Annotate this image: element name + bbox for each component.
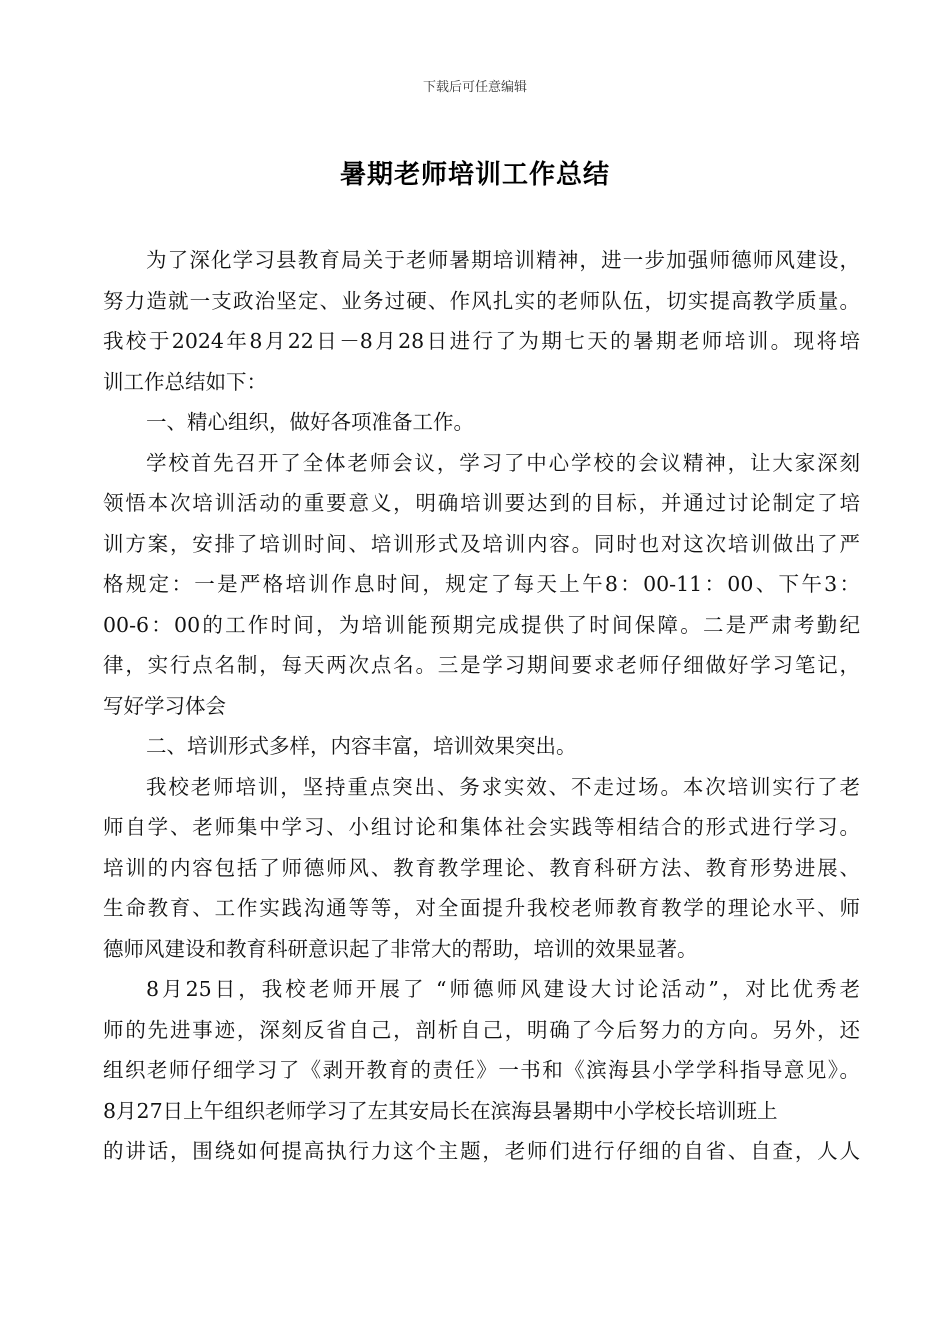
body-text-line: 生命教育、工作实践沟通等等，对全面提升我校老师教育教学的理论水平、师 [103,896,860,920]
body-text-line: 师的先进事迹，深刻反省自己，剖析自己，明确了今后努力的方向。另外，还 [103,1017,860,1042]
body-text-line: 写好学习体会 [103,693,226,718]
body-text-line: 师自学、老师集中学习、小组讨论和集体社会实践等相结合的形式进行学习。 [103,815,860,839]
body-text-line: 律，实行点名制，每天两次点名。三是学习期间要求老师仔细做好学习笔记， [103,653,860,677]
body-text-line: 训工作总结如下： [103,369,267,394]
body-text-line: 8月25日，我校老师开展了 “师德师风建设大讨论活动”，对比优秀老 [146,977,860,1001]
body-text-line: 我校老师培训，坚持重点突出、务求实效、不走过场。本次培训实行了老 [146,774,860,799]
body-text-line: 我校于2024年8月22日－8月28日进行了为期七天的暑期老师培训。现将培 [103,329,860,353]
document-body [103,240,860,1172]
body-text-line: 二、培训形式多样，内容丰富，培训效果突出。 [146,734,577,758]
document-title: 暑期老师培训工作总结 [339,160,610,190]
body-text-line: 组织老师仔细学习了《剥开教育的责任》一书和《滨海县小学学科指导意见》。 [103,1058,860,1082]
body-text-line: 8月27日上午组织老师学习了左其安局长在滨海县暑期中小学校长培训班上 [103,1098,778,1123]
header-note: 下载后可任意编辑 [422,80,527,95]
body-text-line: 领悟本次培训活动的重要意义，明确培训要达到的目标，并通过讨论制定了培 [103,491,860,515]
body-text-line: 学校首先召开了全体老师会议，学习了中心学校的会议精神，让大家深刻 [146,450,860,475]
body-text-line: 培训的内容包括了师德师风、教育教学理论、教育科研方法、教育形势进展、 [103,855,860,880]
body-text-line: 00-6：00的工作时间，为培训能预期完成提供了时间保障。二是严肃考勤纪 [103,612,860,637]
body-text-line: 格规定：一是严格培训作息时间，规定了每天上午8：00-11：00、下午3： [103,572,860,596]
body-text-line: 一、精心组织，做好各项准备工作。 [146,410,474,434]
body-text-line: 训方案，安排了培训时间、培训形式及培训内容。同时也对这次培训做出了严 [103,531,860,556]
body-text-line: 德师风建设和教育科研意识起了非常大的帮助，培训的效果显著。 [103,936,698,961]
body-text-line: 为了深化学习县教育局关于老师暑期培训精神，进一步加强师德师风建设， [146,248,860,272]
body-text-line: 的讲话，围绕如何提高执行力这个主题，老师们进行仔细的自省、自查，人人 [103,1139,860,1163]
body-text-line: 努力造就一支政治坚定、业务过硬、作风扎实的老师队伍，切实提高教学质量。 [103,288,860,313]
